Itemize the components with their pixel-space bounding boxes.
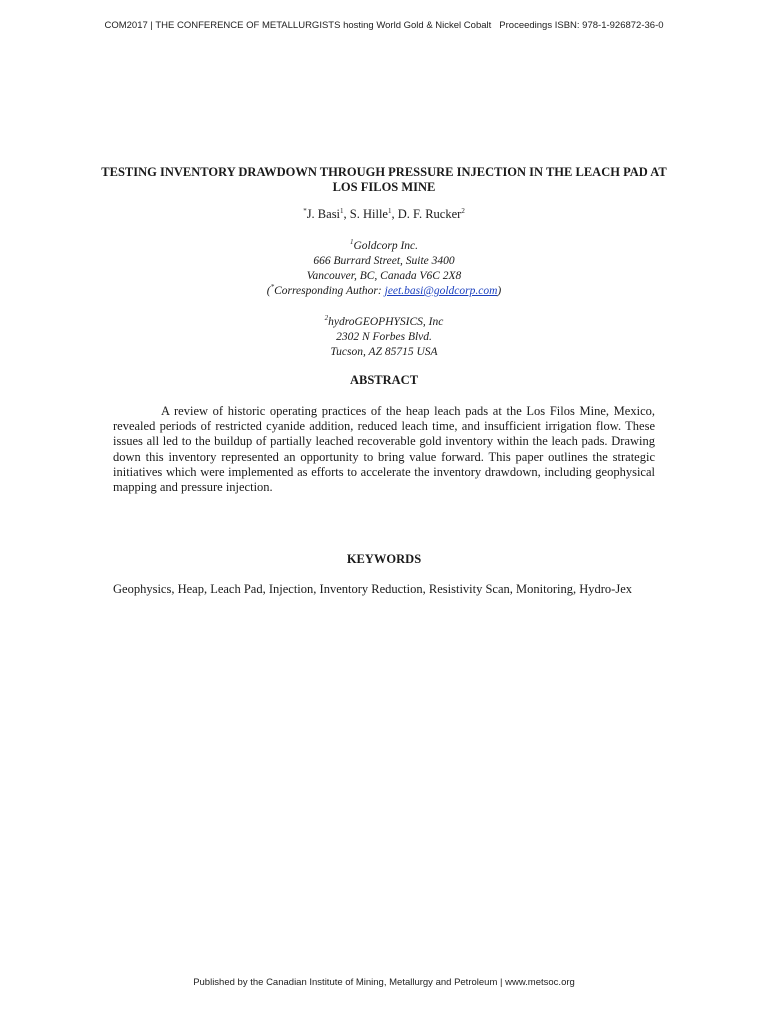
author-affil-sup: 1 [387, 206, 392, 215]
corresponding-author-line: (*Corresponding Author: jeet.basi@goldcorp.com) [266, 283, 502, 297]
email-link[interactable]: jeet.basi@goldcorp.com [384, 285, 498, 297]
affiliation-city: Tucson, AZ 85715 USA [330, 346, 438, 358]
author-affil-sup: 2 [461, 206, 465, 215]
publisher-footer: Published by the Canadian Institute of Mining, Metallurgy and Petroleum | www.metsoc.org [193, 977, 575, 988]
affiliation-hydrogeophysics: $^2$hydroGEOPHYSICS, Inc 2302 N Forbes Blvd. Tucson, AZ 85715 USA [0, 315, 768, 360]
header-isbn: Proceedings ISBN: 978-1-926872-36-0 [499, 20, 664, 31]
header-conference: COM2017 | THE CONFERENCE OF METALLURGISTS hosting World Gold & Nickel Cobalt [104, 20, 492, 31]
author-name: J. Basi [306, 207, 341, 221]
author-list: *J. Basi$^1$, S. Hille$^1$, D. F. Rucker$^2$ [303, 206, 465, 221]
paper-title: TESTING INVENTORY DRAWDOWN THROUGH PRESSURE INJECTION IN THE LEACH PAD AT LOS FILOS MINE [101, 165, 667, 194]
affiliation-street: 666 Burrard Street, Suite 3400 [313, 255, 455, 267]
author-affil-sup: 1 [340, 206, 344, 215]
affiliation-org: Goldcorp Inc. [353, 240, 418, 252]
keywords-heading: KEYWORDS [346, 552, 422, 566]
affiliation-goldcorp: $^1$Goldcorp Inc. 666 Burrard Street, Suite 3400 Vancouver, BC, Canada V6C 2X8 (*Corresponding Author: jeet.basi@goldcorp.com) [0, 239, 768, 299]
affiliation-city: Vancouver, BC, Canada V6C 2X8 [306, 270, 462, 282]
affiliation-org: hydroGEOPHYSICS, Inc [328, 316, 444, 328]
author-name: D. F. Rucker [397, 207, 462, 221]
keywords-text: Geophysics, Heap, Leach Pad, Injection, Inventory Reduction, Resistivity Scan, Monitoring, Hydro-Jex [113, 582, 632, 596]
affiliation-street: 2302 N Forbes Blvd. [336, 331, 432, 343]
corresponding-mark: * [303, 206, 307, 215]
abstract-text: A review of historic operating practices of the heap leach pads at the Los Filos Mine, Mexico, revealed periods of restricted cyanide addition, reduced leach time, and insufficient irrigation flow. These issues all led to the buildup of partially leached recoverable gold inventory within the leach pads. Drawing down this inventory represented an opportunity to bring value forward. This paper outlines the strategic initiatives which were implemented as efforts to accelerate the inventory drawdown, including geophysical mapping and pressure injection. [113, 404, 655, 495]
author-name: S. Hille [349, 207, 388, 221]
abstract-heading: ABSTRACT [349, 373, 419, 387]
running-header [0, 20, 768, 31]
